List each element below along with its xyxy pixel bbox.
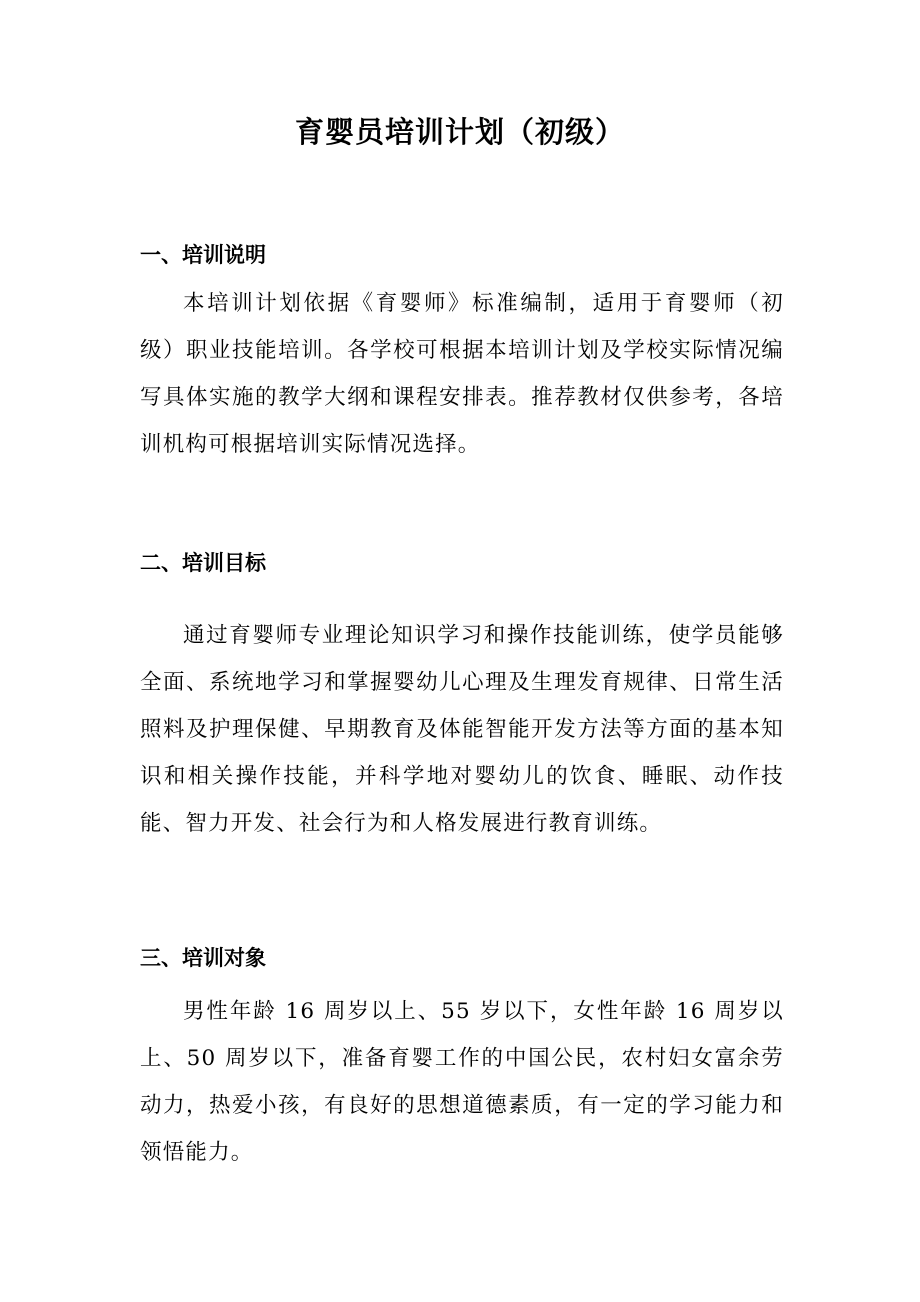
section-body-training-description: 本培训计划依据《育婴师》标准编制，适用于育婴师（初级）职业技能培训。各学校可根据本培训计划及学校实际情况编写具体实施的教学大纲和课程安排表。推荐教材仅供参考，各培训机构可根据培训实际情况选择。 (140, 291, 784, 457)
section-body-training-goals: 通过育婴师专业理论知识学习和操作技能训练，使学员能够全面、系统地学习和掌握婴幼儿心理及生理发育规律、日常生活照料及护理保健、早期教育及体能智能开发方法等方面的基本知识和相关操作技能，并科学地对婴幼儿的饮食、睡眠、动作技能、智力开发、社会行为和人格发展进行教育训练。 (140, 623, 784, 836)
section-heading-training-audience: 三、培训对象 (140, 946, 266, 970)
document-title: 育婴员培训计划（初级） (294, 115, 625, 149)
section-heading-training-goals: 二、培训目标 (140, 551, 266, 575)
section-heading-training-description: 一、培训说明 (140, 243, 266, 267)
section-body-training-audience: 男性年龄 16 周岁以上、55 岁以下，女性年龄 16 周岁以上、50 周岁以下，准备育婴工作的中国公民，农村妇女富余劳动力，热爱小孩，有良好的思想道德素质，有一定的学习能力和领悟能力。 (140, 999, 784, 1165)
